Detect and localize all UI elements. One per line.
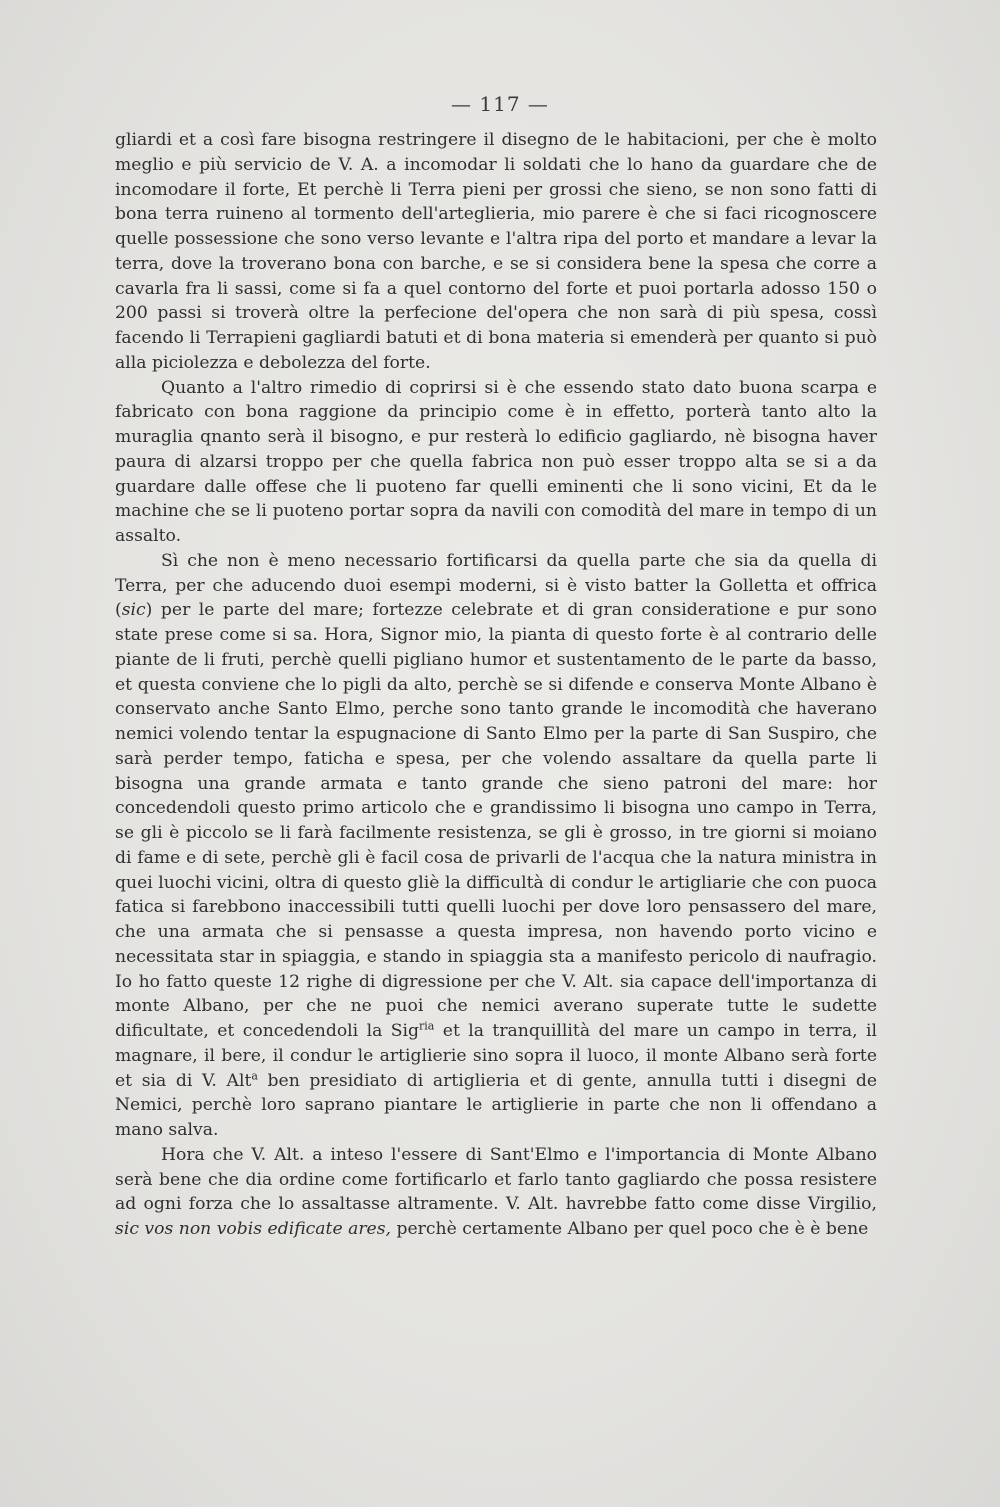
italic-run: sic vos non vobis edificate ares, [115,1219,392,1239]
text-run: ) per le parte del mare; fortezze celebrate et di gran consideratione e pur sono state prese come si sa. Hora, Signor mio, la pianta di questo forte è al contrario delle piante de li fruti, perchè quelli pigliano humor et sustentamento de le parte da basso, et questa conviene che lo pigli da alto, perchè se si difende e conserva Monte Albano è conservato anche Santo Elmo, perche sono tanto grande le incomodità che haverano nemici volendo tentar la espugnacione di Santo Elmo per la parte di San Suspiro, che sarà perder tempo, faticha e spesa, per che volendo assaltare da quella parte li bisogna una grande armata e tanto grande che sieno patroni del mare: hor concedendoli questo primo articolo che e grandissimo li bisogna uno campo in Terra, se gli è piccolo se li farà facilmente resistenza, se gli è grosso, in tre giorni si moiano di fame e di sete, perchè gli è facil cosa de privarli de l'acqua che la natura ministra in quei luochi vicini, oltra di questo gliè la difficultà di condur le artigliarie che con puoca fatica si farebbono inaccessibili tutti quelli luochi per dove loro pensassero del mare, che una armata che si pensasse a questa impresa, non havendo porto vicino e necessitata star in spiaggia, e stando in spiaggia sta a manifesto pericolo di naufragio. Io ho fatto queste 12 righe di digressione per che V. Alt. sia capace dell'importanza di monte Albano, per che ne puoi che nemici averano superate tutte le sudette dificultate, et concedendoli la Sig [115,600,877,1041]
paragraph-3 [115,549,877,1143]
text-run: gliardi et a così fare bisogna restringere il disegno de le habitacioni, per che è molto meglio e più servicio de V. A. a incomodar li soldati che lo hano da guardare che de incomodare il forte, Et perchè li Terra pieni per grossi che sieno, se non sono fatti di bona terra ruineno al tormento dell'arteglieria, mio parere è che si faci ricognoscere quelle possessione che sono verso levante e l'altra ripa del porto et mandare a levar la terra, dove la troverano bona con barche, e se si considera bene la spesa che corre a cavarla fra li sassi, come si fa a quel contorno del forte et puoi portarla adosso 150 o 200 passi si troverà oltre la perfecione del'opera che non sarà di più spesa, cossì facendo li Terrapieni gagliardi batuti et di bona materia si emenderà per quanto si può alla piciolezza e debolezza del forte. [115,130,877,373]
paragraph-1 [115,128,877,376]
body-text [115,128,877,1242]
text-run: ben presidiato di artiglieria et di gente, annulla tutti i disegni de Nemici, perchè loro saprano piantare le artiglierie in parte che non li offendano a mano salva. [115,1070,877,1140]
superscript: ria [419,1019,435,1033]
text-run: Quanto a l'altro rimedio di coprirsi si è che essendo stato dato buona scarpa e fabricato con bona raggione da principio come è in effetto, porterà tanto alto la muraglia qnanto serà il bisogno, e pur resterà lo edificio gagliardo, nè bisogna haver paura di alzarsi troppo per che quella fabrica non può esser troppo alta se si a da guardare dalle offese che li puoteno far quelli eminenti che li sono vicini, Et da le machine che se li puoteno portar sopra da navili con comodità del mare in tempo di un assalto. [115,377,877,546]
text-run: Hora che V. Alt. a inteso l'essere di Sant'Elmo e l'importancia di Monte Albano serà bene che dia ordine come fortificarlo et farlo tanto gagliardo che possa resistere ad ogni forza che lo assaltasse altramente. V. Alt. havrebbe fatto come disse Virgilio, [115,1144,877,1215]
paragraph-2 [115,376,877,549]
paragraph-4 [115,1143,877,1242]
superscript: a [251,1068,258,1082]
text-run: et la tranquillità del mare un campo in terra, il magnare, il bere, il condur le artiglierie sino sopra il luoco, il monte Albano serà forte et sia di V. Alt [115,1021,878,1091]
italic-run: sic [121,600,146,621]
text-run: Sì che non è meno necessario fortificarsi da quella parte che sia da quella di Terra, per che aducendo duoi esempi moderni, si è visto batter la Golletta et offrica ( [115,550,877,621]
text-run: perchè certamente Albano per quel poco che è è bene [391,1219,869,1239]
page-number: — 117 — [451,92,549,116]
